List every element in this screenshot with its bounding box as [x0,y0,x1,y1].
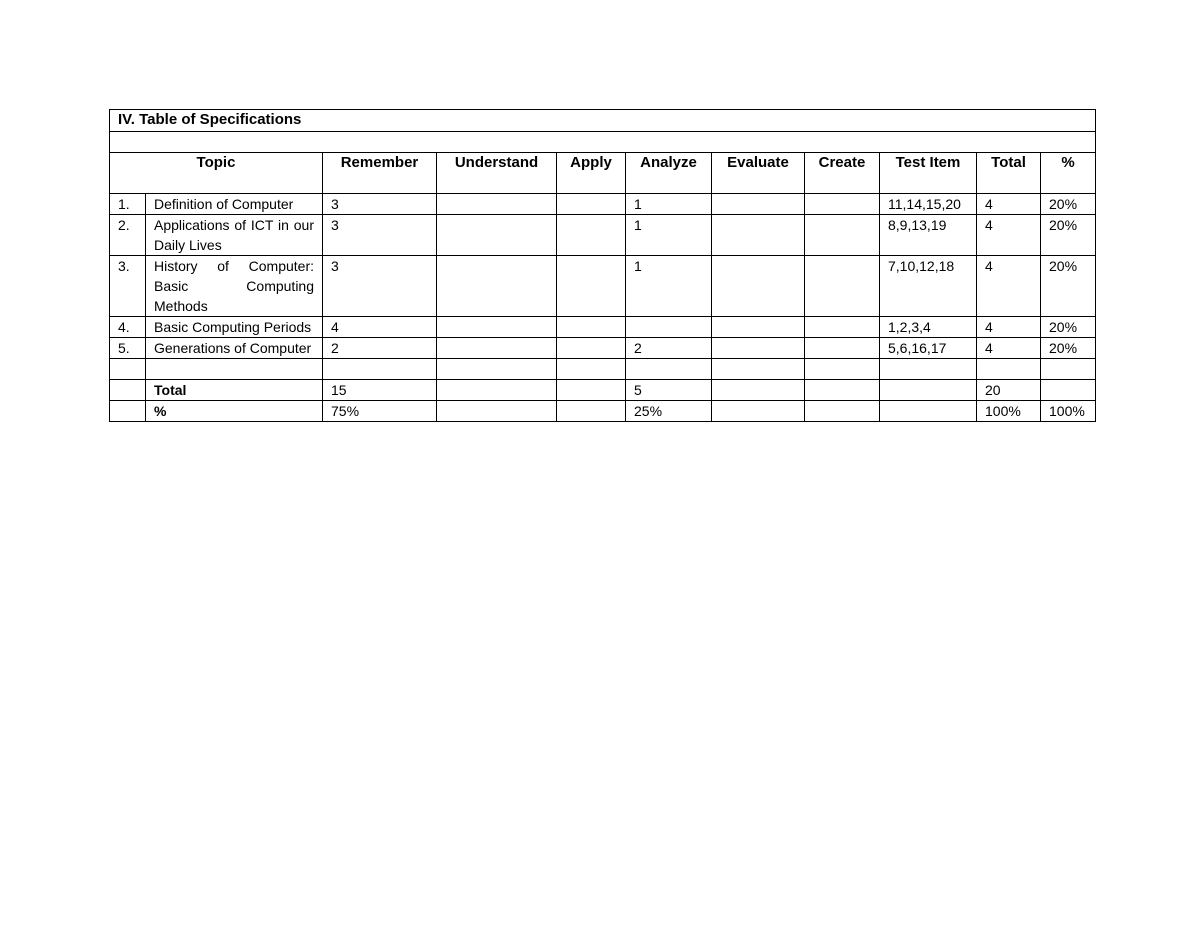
header-understand: Understand [437,153,557,194]
percent-row [110,401,1096,422]
total-remember: 15 [323,380,437,401]
row-test-item: 11,14,15,20 [880,194,977,215]
header-percent: % [1041,153,1096,194]
row-number: 2. [110,215,146,256]
header-row [110,153,1096,194]
header-analyze: Analyze [626,153,712,194]
row-analyze: 1 [626,215,712,256]
empty-row [110,359,1096,380]
row-topic: Generations of Computer [146,338,323,359]
row-create [805,256,880,317]
table-row [110,215,1096,256]
row-percent: 20% [1041,194,1096,215]
percent-analyze: 25% [626,401,712,422]
row-remember: 3 [323,194,437,215]
header-test-item: Test Item [880,153,977,194]
total-total: 20 [977,380,1041,401]
row-apply [557,317,626,338]
row-understand [437,317,557,338]
row-create [805,338,880,359]
percent-label: % [146,401,323,422]
row-topic: Applications of ICT in our Daily Lives [146,215,323,256]
table-row [110,256,1096,317]
row-remember: 3 [323,256,437,317]
header-topic: Topic [110,153,323,194]
row-evaluate [712,317,805,338]
table-row [110,338,1096,359]
table-row [110,194,1096,215]
row-apply [557,194,626,215]
header-remember: Remember [323,153,437,194]
row-total: 4 [977,256,1041,317]
row-apply [557,338,626,359]
row-test-item: 5,6,16,17 [880,338,977,359]
row-total: 4 [977,215,1041,256]
row-evaluate [712,256,805,317]
row-evaluate [712,215,805,256]
row-total: 4 [977,317,1041,338]
row-total: 4 [977,338,1041,359]
total-row [110,380,1096,401]
row-create [805,317,880,338]
table-row [110,317,1096,338]
row-remember: 2 [323,338,437,359]
percent-percent: 100% [1041,401,1096,422]
row-evaluate [712,338,805,359]
row-analyze: 1 [626,256,712,317]
row-analyze [626,317,712,338]
row-analyze: 1 [626,194,712,215]
row-percent: 20% [1041,317,1096,338]
row-understand [437,338,557,359]
row-total: 4 [977,194,1041,215]
header-apply: Apply [557,153,626,194]
row-understand [437,215,557,256]
table-of-specifications [109,109,1096,422]
row-number: 5. [110,338,146,359]
row-apply [557,256,626,317]
row-create [805,194,880,215]
header-evaluate: Evaluate [712,153,805,194]
blank-row [110,132,1096,153]
row-percent: 20% [1041,215,1096,256]
row-topic: Definition of Computer [146,194,323,215]
row-topic: History of Computer: Basic Computing Methods [146,256,323,317]
row-apply [557,215,626,256]
row-test-item: 1,2,3,4 [880,317,977,338]
title-row [110,110,1096,132]
row-number: 1. [110,194,146,215]
blank-cell [110,132,1096,153]
row-analyze: 2 [626,338,712,359]
row-understand [437,256,557,317]
header-total: Total [977,153,1041,194]
row-percent: 20% [1041,256,1096,317]
row-topic: Basic Computing Periods [146,317,323,338]
row-test-item: 7,10,12,18 [880,256,977,317]
row-test-item: 8,9,13,19 [880,215,977,256]
row-number: 4. [110,317,146,338]
total-analyze: 5 [626,380,712,401]
percent-total: 100% [977,401,1041,422]
row-understand [437,194,557,215]
row-percent: 20% [1041,338,1096,359]
row-remember: 3 [323,215,437,256]
table-title: IV. Table of Specifications [110,110,1096,132]
row-evaluate [712,194,805,215]
total-label: Total [146,380,323,401]
percent-remember: 75% [323,401,437,422]
row-remember: 4 [323,317,437,338]
header-create: Create [805,153,880,194]
row-create [805,215,880,256]
row-number: 3. [110,256,146,317]
